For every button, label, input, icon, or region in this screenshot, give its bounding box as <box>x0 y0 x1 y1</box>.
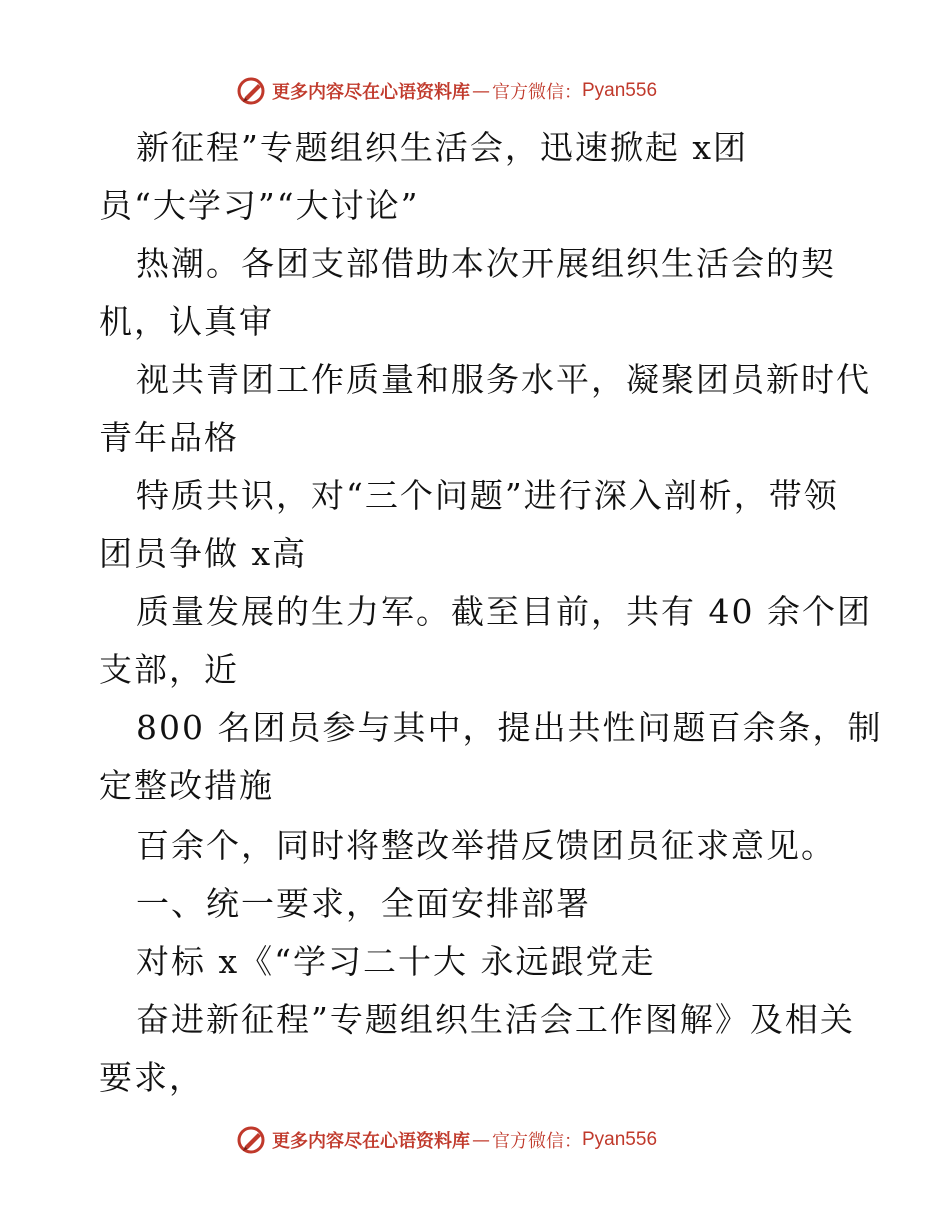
text-line: 机，认真审 <box>99 302 274 341</box>
text-line: 对标 x《“学习二十大 永远跟党走 <box>136 942 656 981</box>
text-line: 视共青团工作质量和服务水平，凝聚团员新时代 <box>136 360 871 399</box>
text-line: 质量发展的生力军。截至目前，共有 40 余个团 <box>136 592 872 631</box>
footer-banner-text: 更多内容尽在心语资料库 <box>272 1131 470 1152</box>
text-line: 800 名团员参与其中，提出共性问题百余条，制 <box>136 708 883 747</box>
section-heading: 一、统一要求，全面安排部署 <box>136 884 591 923</box>
text-line: 奋进新征程”专题组织生活会工作图解》及相关 <box>136 1000 855 1039</box>
text-line: 要求， <box>99 1058 204 1097</box>
footer-banner-dash: — <box>472 1129 490 1151</box>
text-line: 特质共识，对“三个问题”进行深入剖析，带领 <box>136 476 839 515</box>
pen-logo-icon <box>236 1124 268 1156</box>
text-line: 团员争做 x高 <box>99 534 308 573</box>
text-line: 支部，近 <box>99 650 239 689</box>
text-line: 热潮。各团支部借助本次开展组织生活会的契 <box>136 244 836 283</box>
text-line: 员“大学习”“大讨论” <box>99 186 420 225</box>
text-line: 定整改措施 <box>99 766 274 805</box>
text-line: 百余个，同时将整改举措反馈团员征求意见。 <box>136 826 836 865</box>
text-line: 青年品格 <box>99 418 239 457</box>
footer-wechat-id: Pyan556 <box>582 1129 658 1150</box>
header-banner <box>236 74 756 108</box>
header-banner-dash: — <box>472 80 490 102</box>
header-wechat-label: 官方微信： <box>492 82 582 103</box>
footer-wechat-label: 官方微信： <box>492 1131 582 1152</box>
footer-banner <box>236 1123 756 1157</box>
header-wechat-id: Pyan556 <box>582 80 658 101</box>
header-banner-text: 更多内容尽在心语资料库 <box>272 82 470 103</box>
text-line: 新征程”专题组织生活会，迅速掀起 x团 <box>136 128 748 167</box>
pen-logo-icon <box>236 75 268 107</box>
